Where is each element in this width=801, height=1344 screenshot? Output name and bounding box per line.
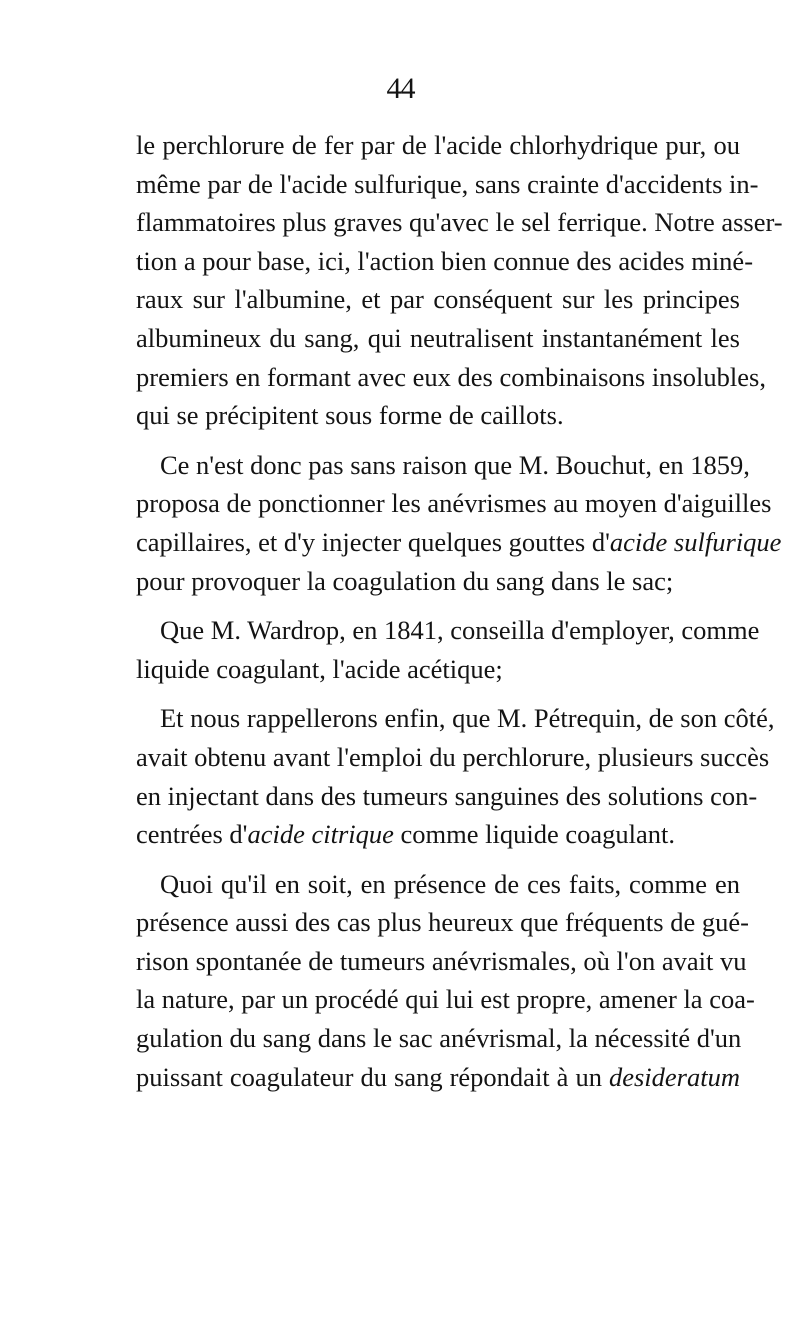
text-line: Quoi qu'il en soit, en présence de ces faits, comme en bbox=[160, 868, 740, 899]
text-line: qui se précipitent sous forme de caillots. bbox=[136, 400, 564, 431]
paragraph-3 bbox=[136, 611, 760, 688]
text-line bbox=[136, 523, 782, 562]
text-line: le perchlorure de fer par de l'acide chlorhydrique pur, ou bbox=[136, 130, 740, 160]
paragraph-2 bbox=[136, 446, 782, 600]
text-run: puissant coagulateur du sang répondait à un bbox=[136, 1061, 609, 1092]
text-line: rison spontanée de tumeurs anévrismales, où l'on avait vu bbox=[136, 945, 747, 976]
text-run: capillaires, et d'y injecter quelques gouttes d' bbox=[136, 526, 610, 557]
page-number: 44 bbox=[386, 72, 415, 105]
text-line: proposa de ponctionner les anévrismes au moyen d'aiguilles bbox=[136, 488, 772, 519]
text-line: Et nous rappellerons enfin, que M. Pétrequin, de son côté, bbox=[160, 703, 775, 734]
text-line: raux sur l'albumine, et par conséquent sur les principes bbox=[136, 284, 740, 315]
italic-term: desideratum bbox=[608, 1061, 740, 1092]
text-line bbox=[136, 815, 740, 854]
body-text bbox=[136, 126, 783, 1096]
text-line: Que M. Wardrop, en 1841, conseilla d'employer, comme bbox=[160, 615, 760, 646]
italic-term: acide citrique bbox=[247, 819, 394, 850]
text-line: la nature, par un procédé qui lui est propre, amener la coa- bbox=[136, 984, 755, 1015]
text-line: avait obtenu avant l'emploi du perchlorure, plusieurs succès bbox=[136, 741, 770, 772]
paragraph-4 bbox=[136, 699, 775, 853]
text-line: en injectant dans des tumeurs sanguines des solutions con- bbox=[136, 780, 758, 811]
text-line: flammatoires plus graves qu'avec le sel ferrique. Notre asser- bbox=[136, 207, 783, 238]
text-line: présence aussi des cas plus heureux que fréquents de gué- bbox=[136, 907, 749, 938]
text-line: même par de l'acide sulfurique, sans crainte d'accidents in- bbox=[136, 168, 759, 199]
text-line: tion a pour base, ici, l'action bien connue des acides miné- bbox=[136, 245, 754, 276]
text-run: centrées d' bbox=[136, 819, 248, 850]
text-line: pour provoquer la coagulation du sang dans le sac; bbox=[136, 565, 674, 596]
text-run: comme liquide coagulant. bbox=[393, 819, 676, 850]
text-line: gulation du sang dans le sac anévrismal, la nécessité d'un bbox=[136, 1023, 742, 1054]
text-line bbox=[136, 1058, 740, 1097]
text-line: premiers en formant avec eux des combinaisons insolubles, bbox=[136, 361, 766, 392]
text-line: albumineux du sang, qui neutralisent instantanément les bbox=[136, 322, 740, 353]
italic-term: acide sulfurique bbox=[609, 526, 782, 557]
paragraph-5 bbox=[136, 865, 755, 1097]
paragraph-1 bbox=[136, 126, 783, 435]
text-line: Ce n'est donc pas sans raison que M. Bouchut, en 1859, bbox=[160, 449, 750, 480]
text-line: liquide coagulant, l'acide acétique; bbox=[136, 653, 503, 684]
